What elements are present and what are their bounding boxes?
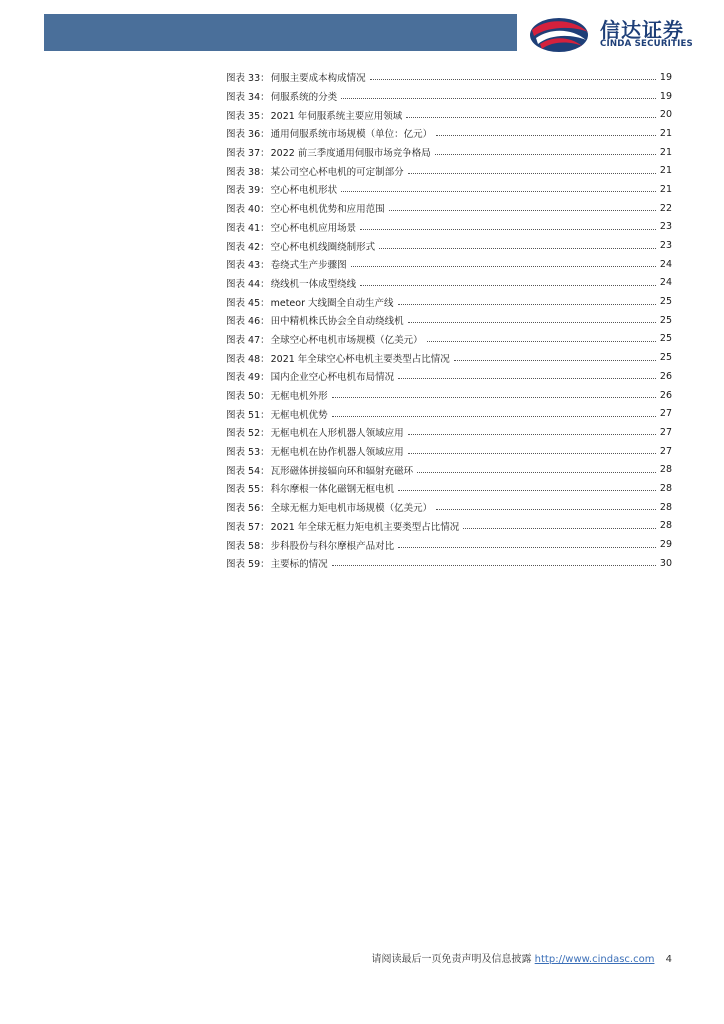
toc-dot-leader xyxy=(435,153,656,155)
toc-entry-page: 26 xyxy=(659,370,672,382)
toc-entry-label: 图表 55： xyxy=(226,484,270,496)
toc-entry-page: 21 xyxy=(659,127,672,139)
toc-dot-leader xyxy=(408,452,656,454)
toc-entry-title: 某公司空心杯电机的可定制部分 xyxy=(270,166,404,178)
toc-entry-title: 2021 年全球无框力矩电机主要类型占比情况 xyxy=(270,521,460,533)
toc-entry[interactable] xyxy=(226,236,672,255)
toc-dot-leader xyxy=(379,247,656,249)
toc-dot-leader xyxy=(436,134,656,136)
toc-entry-label: 图表 37： xyxy=(226,148,270,160)
toc-entry-title: 伺服系统的分类 xyxy=(270,92,338,104)
toc-entry-title: 空心杯电机优势和应用范围 xyxy=(270,204,385,216)
toc-entry-title: 空心杯电机线圈绕制形式 xyxy=(270,241,376,253)
toc-entry-title: 国内企业空心杯电机布局情况 xyxy=(270,372,395,384)
toc-dot-leader xyxy=(408,433,656,435)
toc-entry-page: 24 xyxy=(659,277,672,289)
toc-entry-page: 30 xyxy=(659,557,672,569)
toc-entry-label: 图表 33： xyxy=(226,73,270,85)
toc-entry[interactable] xyxy=(226,68,672,87)
toc-dot-leader xyxy=(332,415,656,417)
toc-dot-leader xyxy=(427,340,656,342)
toc-entry[interactable] xyxy=(226,274,672,293)
toc-entry-title: meteor 大线圈全自动生产线 xyxy=(270,297,394,309)
toc-entry-label: 图表 56： xyxy=(226,503,270,515)
toc-dot-leader xyxy=(406,116,656,118)
toc-dot-leader xyxy=(370,78,656,80)
toc-entry-page: 28 xyxy=(659,482,672,494)
toc-entry[interactable] xyxy=(226,517,672,536)
toc-entry-page: 19 xyxy=(659,71,672,83)
toc-entry-title: 科尔摩根一体化磁钢无框电机 xyxy=(270,484,395,496)
toc-entry-label: 图表 50： xyxy=(226,391,270,403)
company-logo xyxy=(528,14,708,54)
toc-entry-page: 23 xyxy=(659,240,672,252)
toc-dot-leader xyxy=(332,564,656,566)
toc-entry-label: 图表 47： xyxy=(226,334,270,346)
toc-entry-title: 通用伺服系统市场规模（单位：亿元） xyxy=(270,129,433,141)
toc-entry-label: 图表 54： xyxy=(226,465,270,477)
toc-entry[interactable] xyxy=(226,404,672,423)
toc-dot-leader xyxy=(341,190,656,192)
toc-dot-leader xyxy=(398,489,656,491)
toc-entry[interactable] xyxy=(226,143,672,162)
toc-entry-label: 图表 42： xyxy=(226,241,270,253)
toc-entry-page: 25 xyxy=(659,333,672,345)
toc-entry-label: 图表 52： xyxy=(226,428,270,440)
toc-entry-title: 2021 年伺服系统主要应用领域 xyxy=(270,110,403,122)
toc-entry[interactable] xyxy=(226,367,672,386)
toc-entry[interactable] xyxy=(226,199,672,218)
toc-entry-title: 全球空心杯电机市场规模（亿美元） xyxy=(270,334,423,346)
cinda-logo-icon xyxy=(528,14,590,54)
figure-index-list xyxy=(226,68,672,573)
toc-entry-title: 无框电机优势 xyxy=(270,409,328,421)
toc-entry[interactable] xyxy=(226,311,672,330)
toc-entry[interactable] xyxy=(226,105,672,124)
toc-dot-leader xyxy=(398,546,656,548)
toc-entry-title: 空心杯电机应用场景 xyxy=(270,222,357,234)
toc-entry-label: 图表 36： xyxy=(226,129,270,141)
toc-dot-leader xyxy=(398,303,656,305)
toc-entry-page: 19 xyxy=(659,90,672,102)
toc-entry[interactable] xyxy=(226,330,672,349)
toc-entry[interactable] xyxy=(226,535,672,554)
toc-dot-leader xyxy=(360,284,656,286)
toc-entry-title: 田中精机株氏协会全自动绕线机 xyxy=(270,316,404,328)
toc-entry-page: 29 xyxy=(659,539,672,551)
toc-entry-label: 图表 40： xyxy=(226,204,270,216)
toc-entry-title: 2022 前三季度通用伺服市场竞争格局 xyxy=(270,148,431,160)
toc-entry-page: 20 xyxy=(659,109,672,121)
logo-chinese-name: 信达证券 xyxy=(600,18,684,42)
toc-entry-title: 2021 年全球空心杯电机主要类型占比情况 xyxy=(270,353,450,365)
toc-entry-page: 25 xyxy=(659,314,672,326)
toc-entry[interactable] xyxy=(226,87,672,106)
footer-website-link[interactable]: http://www.cindasc.com xyxy=(534,954,655,965)
header-bar xyxy=(44,14,517,51)
toc-entry-title: 卷绕式生产步骤图 xyxy=(270,260,347,272)
toc-entry-page: 27 xyxy=(659,445,672,457)
toc-entry-page: 24 xyxy=(659,258,672,270)
toc-entry[interactable] xyxy=(226,554,672,573)
toc-entry-page: 23 xyxy=(659,221,672,233)
toc-entry-page: 28 xyxy=(659,520,672,532)
toc-entry-page: 25 xyxy=(659,296,672,308)
toc-entry-label: 图表 44： xyxy=(226,278,270,290)
toc-dot-leader xyxy=(360,228,656,230)
toc-entry-label: 图表 43： xyxy=(226,260,270,272)
toc-dot-leader xyxy=(463,527,656,529)
toc-entry-title: 伺服主要成本构成情况 xyxy=(270,73,366,85)
toc-entry-label: 图表 49： xyxy=(226,372,270,384)
toc-entry-label: 图表 48： xyxy=(226,353,270,365)
toc-entry-title: 步科股份与科尔摩根产品对比 xyxy=(270,540,395,552)
toc-entry-page: 26 xyxy=(659,389,672,401)
toc-dot-leader xyxy=(332,396,656,398)
toc-dot-leader xyxy=(341,97,656,99)
toc-entry-title: 绕线机一体成型绕线 xyxy=(270,278,357,290)
toc-dot-leader xyxy=(351,265,656,267)
toc-entry-title: 无框电机在协作机器人领域应用 xyxy=(270,447,404,459)
toc-dot-leader xyxy=(436,508,656,510)
toc-entry-label: 图表 35： xyxy=(226,110,270,122)
footer-disclaimer: 请阅读最后一页免责声明及信息披露 xyxy=(371,954,532,965)
toc-entry[interactable] xyxy=(226,348,672,367)
toc-entry-page: 22 xyxy=(659,202,672,214)
toc-entry-label: 图表 41： xyxy=(226,222,270,234)
toc-entry-page: 28 xyxy=(659,501,672,513)
toc-dot-leader xyxy=(408,321,656,323)
toc-entry[interactable] xyxy=(226,442,672,461)
toc-entry[interactable] xyxy=(226,479,672,498)
toc-dot-leader xyxy=(398,377,656,379)
toc-entry[interactable] xyxy=(226,423,672,442)
toc-entry-title: 全球无框力矩电机市场规模（亿美元） xyxy=(270,503,433,515)
toc-entry-title: 无框电机外形 xyxy=(270,391,328,403)
toc-entry-page: 21 xyxy=(659,146,672,158)
toc-entry[interactable] xyxy=(226,460,672,479)
toc-entry[interactable] xyxy=(226,255,672,274)
toc-entry-title: 主要标的情况 xyxy=(270,559,328,571)
toc-entry-label: 图表 34： xyxy=(226,92,270,104)
toc-entry-page: 28 xyxy=(659,464,672,476)
toc-entry-title: 瓦形磁体拼接辐向环和辐射充磁环 xyxy=(270,465,414,477)
logo-english-name: CINDA SECURITIES xyxy=(600,39,693,49)
toc-entry-title: 无框电机在人形机器人领域应用 xyxy=(270,428,404,440)
toc-entry-page: 21 xyxy=(659,183,672,195)
toc-dot-leader xyxy=(454,359,656,361)
toc-entry[interactable] xyxy=(226,498,672,517)
toc-entry-label: 图表 38： xyxy=(226,166,270,178)
toc-entry-label: 图表 46： xyxy=(226,316,270,328)
toc-entry-page: 21 xyxy=(659,165,672,177)
toc-dot-leader xyxy=(408,172,656,174)
toc-entry[interactable] xyxy=(226,161,672,180)
toc-entry-label: 图表 45： xyxy=(226,297,270,309)
toc-entry-page: 25 xyxy=(659,352,672,364)
toc-entry[interactable] xyxy=(226,180,672,199)
toc-entry[interactable] xyxy=(226,218,672,237)
toc-entry-label: 图表 53： xyxy=(226,447,270,459)
toc-entry-label: 图表 59： xyxy=(226,559,270,571)
page-number: 4 xyxy=(665,954,672,965)
toc-entry-page: 27 xyxy=(659,408,672,420)
toc-dot-leader xyxy=(389,209,656,211)
toc-entry[interactable] xyxy=(226,124,672,143)
toc-entry-label: 图表 39： xyxy=(226,185,270,197)
toc-entry-label: 图表 51： xyxy=(226,409,270,421)
toc-entry-title: 空心杯电机形状 xyxy=(270,185,338,197)
page-footer xyxy=(371,950,672,965)
toc-dot-leader xyxy=(417,471,656,473)
toc-entry[interactable] xyxy=(226,386,672,405)
toc-entry-page: 27 xyxy=(659,426,672,438)
toc-entry-label: 图表 57： xyxy=(226,521,270,533)
toc-entry-label: 图表 58： xyxy=(226,540,270,552)
toc-entry[interactable] xyxy=(226,292,672,311)
